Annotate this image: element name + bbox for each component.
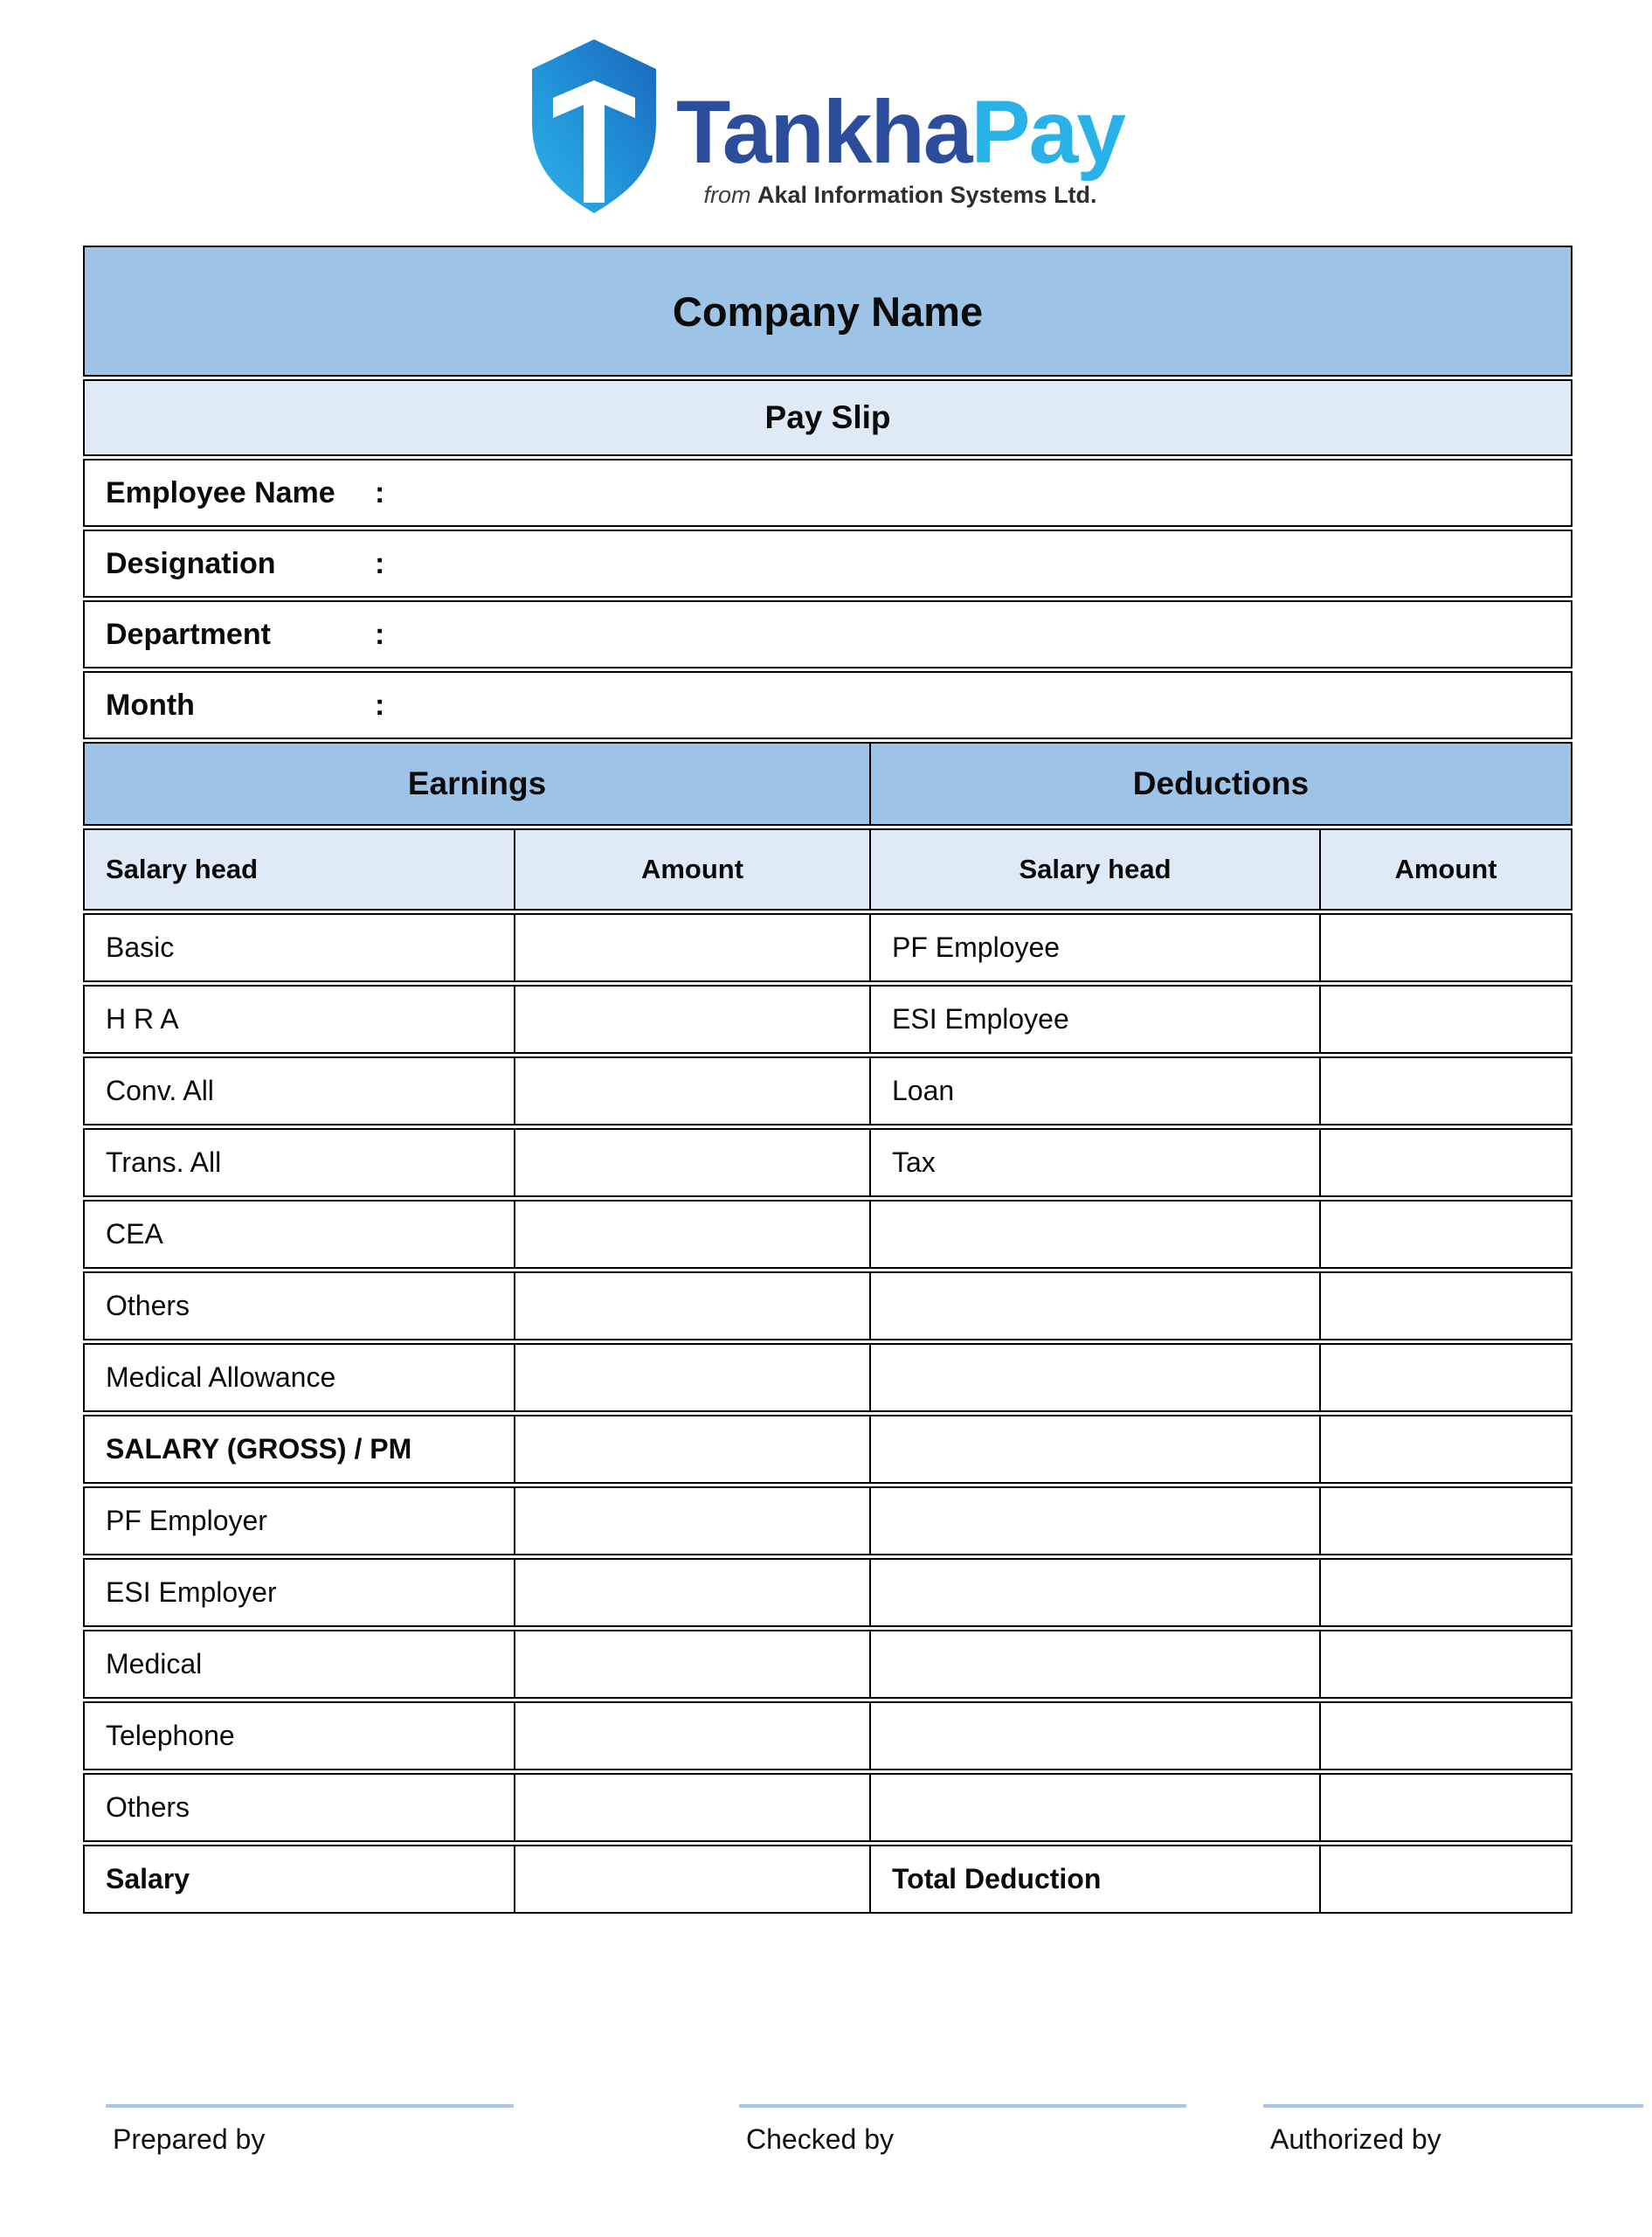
payslip-table	[83, 243, 1573, 1916]
month-label: Month	[106, 688, 195, 722]
earning-label-cell: Medical Allowance	[83, 1343, 515, 1412]
deduction-amount-cell[interactable]	[1321, 1343, 1573, 1412]
deduction-label-cell	[871, 1343, 1321, 1412]
earning-amount-cell[interactable]	[515, 1343, 871, 1412]
brand-wordmark	[676, 37, 1124, 209]
salary-row	[83, 1701, 1573, 1770]
earning-label-cell: H R A	[83, 985, 515, 1054]
salary-row	[83, 1558, 1573, 1627]
earning-amount-cell[interactable]	[515, 1845, 871, 1914]
deduction-label-cell	[871, 1773, 1321, 1842]
deduction-amount-cell[interactable]	[1321, 1271, 1573, 1340]
earning-label-cell: PF Employer	[83, 1486, 515, 1555]
salary-row	[83, 1056, 1573, 1125]
month-row	[83, 671, 1573, 739]
earning-amount-cell[interactable]	[515, 1630, 871, 1699]
earnings-section-header: Earnings	[83, 742, 871, 826]
salary-row	[83, 1271, 1573, 1340]
deduction-label-cell: PF Employee	[871, 913, 1321, 982]
department-colon: :	[375, 617, 385, 651]
deduction-amount-cell[interactable]	[1321, 985, 1573, 1054]
earnings-amount-header: Amount	[515, 828, 871, 911]
earning-amount-cell[interactable]	[515, 1701, 871, 1770]
earning-label-cell: SALARY (GROSS) / PM	[83, 1415, 515, 1484]
employee-name-colon: :	[375, 475, 385, 509]
deduction-amount-cell[interactable]	[1321, 1701, 1573, 1770]
earning-amount-cell[interactable]	[515, 1200, 871, 1269]
deduction-label-cell	[871, 1200, 1321, 1269]
prepared-by-label: Prepared by	[113, 2123, 266, 2155]
payslip-title: Pay Slip	[83, 379, 1573, 456]
earning-amount-cell[interactable]	[515, 1558, 871, 1627]
authorized-by-label: Authorized by	[1270, 2123, 1441, 2155]
checked-by-signature-block	[739, 2104, 1186, 2156]
earning-label-cell: Basic	[83, 913, 515, 982]
earning-label-cell: ESI Employer	[83, 1558, 515, 1627]
deduction-amount-cell[interactable]	[1321, 1845, 1573, 1914]
department-label: Department	[106, 617, 271, 651]
salary-row	[83, 985, 1573, 1054]
earning-amount-cell[interactable]	[515, 1415, 871, 1484]
salary-row	[83, 1630, 1573, 1699]
salary-row	[83, 1773, 1573, 1842]
deduction-label-cell	[871, 1271, 1321, 1340]
deduction-amount-cell[interactable]	[1321, 1415, 1573, 1484]
deduction-label-cell: Total Deduction	[871, 1845, 1321, 1914]
prepared-by-signature-block	[106, 2104, 514, 2156]
deduction-label-cell	[871, 1630, 1321, 1699]
shield-t-arrow-icon	[528, 37, 660, 217]
authorized-by-signature-block	[1263, 2104, 1643, 2156]
deduction-label-cell: ESI Employee	[871, 985, 1321, 1054]
salary-row	[83, 1845, 1573, 1914]
deduction-amount-cell[interactable]	[1321, 1200, 1573, 1269]
brand-name-primary: Tankha	[675, 82, 971, 182]
salary-row	[83, 1200, 1573, 1269]
sections-header-row	[83, 742, 1573, 826]
payslip-body	[83, 246, 1573, 1914]
logo	[0, 37, 1652, 217]
brand-tagline	[703, 182, 1096, 209]
deduction-label-cell: Tax	[871, 1128, 1321, 1197]
brand-tagline-text: Akal Information Systems Ltd.	[757, 182, 1097, 208]
earning-amount-cell[interactable]	[515, 985, 871, 1054]
deduction-label-cell	[871, 1558, 1321, 1627]
earning-label-cell: CEA	[83, 1200, 515, 1269]
earning-amount-cell[interactable]	[515, 1271, 871, 1340]
column-headers-row	[83, 828, 1573, 911]
deduction-label-cell: Loan	[871, 1056, 1321, 1125]
designation-colon: :	[375, 546, 385, 580]
deduction-amount-cell[interactable]	[1321, 1558, 1573, 1627]
earning-amount-cell[interactable]	[515, 1486, 871, 1555]
deductions-section-header: Deductions	[871, 742, 1573, 826]
deduction-amount-cell[interactable]	[1321, 913, 1573, 982]
earning-amount-cell[interactable]	[515, 1773, 871, 1842]
earning-label-cell: Salary	[83, 1845, 515, 1914]
salary-row	[83, 1486, 1573, 1555]
department-row	[83, 600, 1573, 668]
deductions-amount-header: Amount	[1321, 828, 1573, 911]
salary-row	[83, 1128, 1573, 1197]
earning-label-cell: Medical	[83, 1630, 515, 1699]
deduction-amount-cell[interactable]	[1321, 1630, 1573, 1699]
checked-by-label: Checked by	[746, 2123, 894, 2155]
earning-amount-cell[interactable]	[515, 913, 871, 982]
payslip-title-row	[83, 379, 1573, 456]
company-header-row	[83, 246, 1573, 377]
deduction-amount-cell[interactable]	[1321, 1128, 1573, 1197]
salary-row	[83, 1415, 1573, 1484]
company-name-header: Company Name	[83, 246, 1573, 377]
deductions-salary-head-header: Salary head	[871, 828, 1321, 911]
deduction-amount-cell[interactable]	[1321, 1486, 1573, 1555]
earning-label-cell: Telephone	[83, 1701, 515, 1770]
deduction-label-cell	[871, 1415, 1321, 1484]
brand-name-secondary: Pay	[971, 82, 1125, 182]
earning-amount-cell[interactable]	[515, 1128, 871, 1197]
designation-label: Designation	[106, 546, 276, 580]
month-colon: :	[375, 688, 385, 722]
earning-label-cell: Others	[83, 1271, 515, 1340]
deduction-amount-cell[interactable]	[1321, 1773, 1573, 1842]
deduction-amount-cell[interactable]	[1321, 1056, 1573, 1125]
earning-label-cell: Conv. All	[83, 1056, 515, 1125]
employee-name-row	[83, 459, 1573, 527]
employee-name-label: Employee Name	[106, 475, 335, 509]
designation-row	[83, 530, 1573, 598]
deduction-label-cell	[871, 1486, 1321, 1555]
earning-label-cell: Others	[83, 1773, 515, 1842]
earning-label-cell: Trans. All	[83, 1128, 515, 1197]
brand-tagline-prefix: from	[703, 182, 751, 208]
deduction-label-cell	[871, 1701, 1321, 1770]
earnings-salary-head-header: Salary head	[83, 828, 515, 911]
salary-row	[83, 913, 1573, 982]
earning-amount-cell[interactable]	[515, 1056, 871, 1125]
salary-row	[83, 1343, 1573, 1412]
